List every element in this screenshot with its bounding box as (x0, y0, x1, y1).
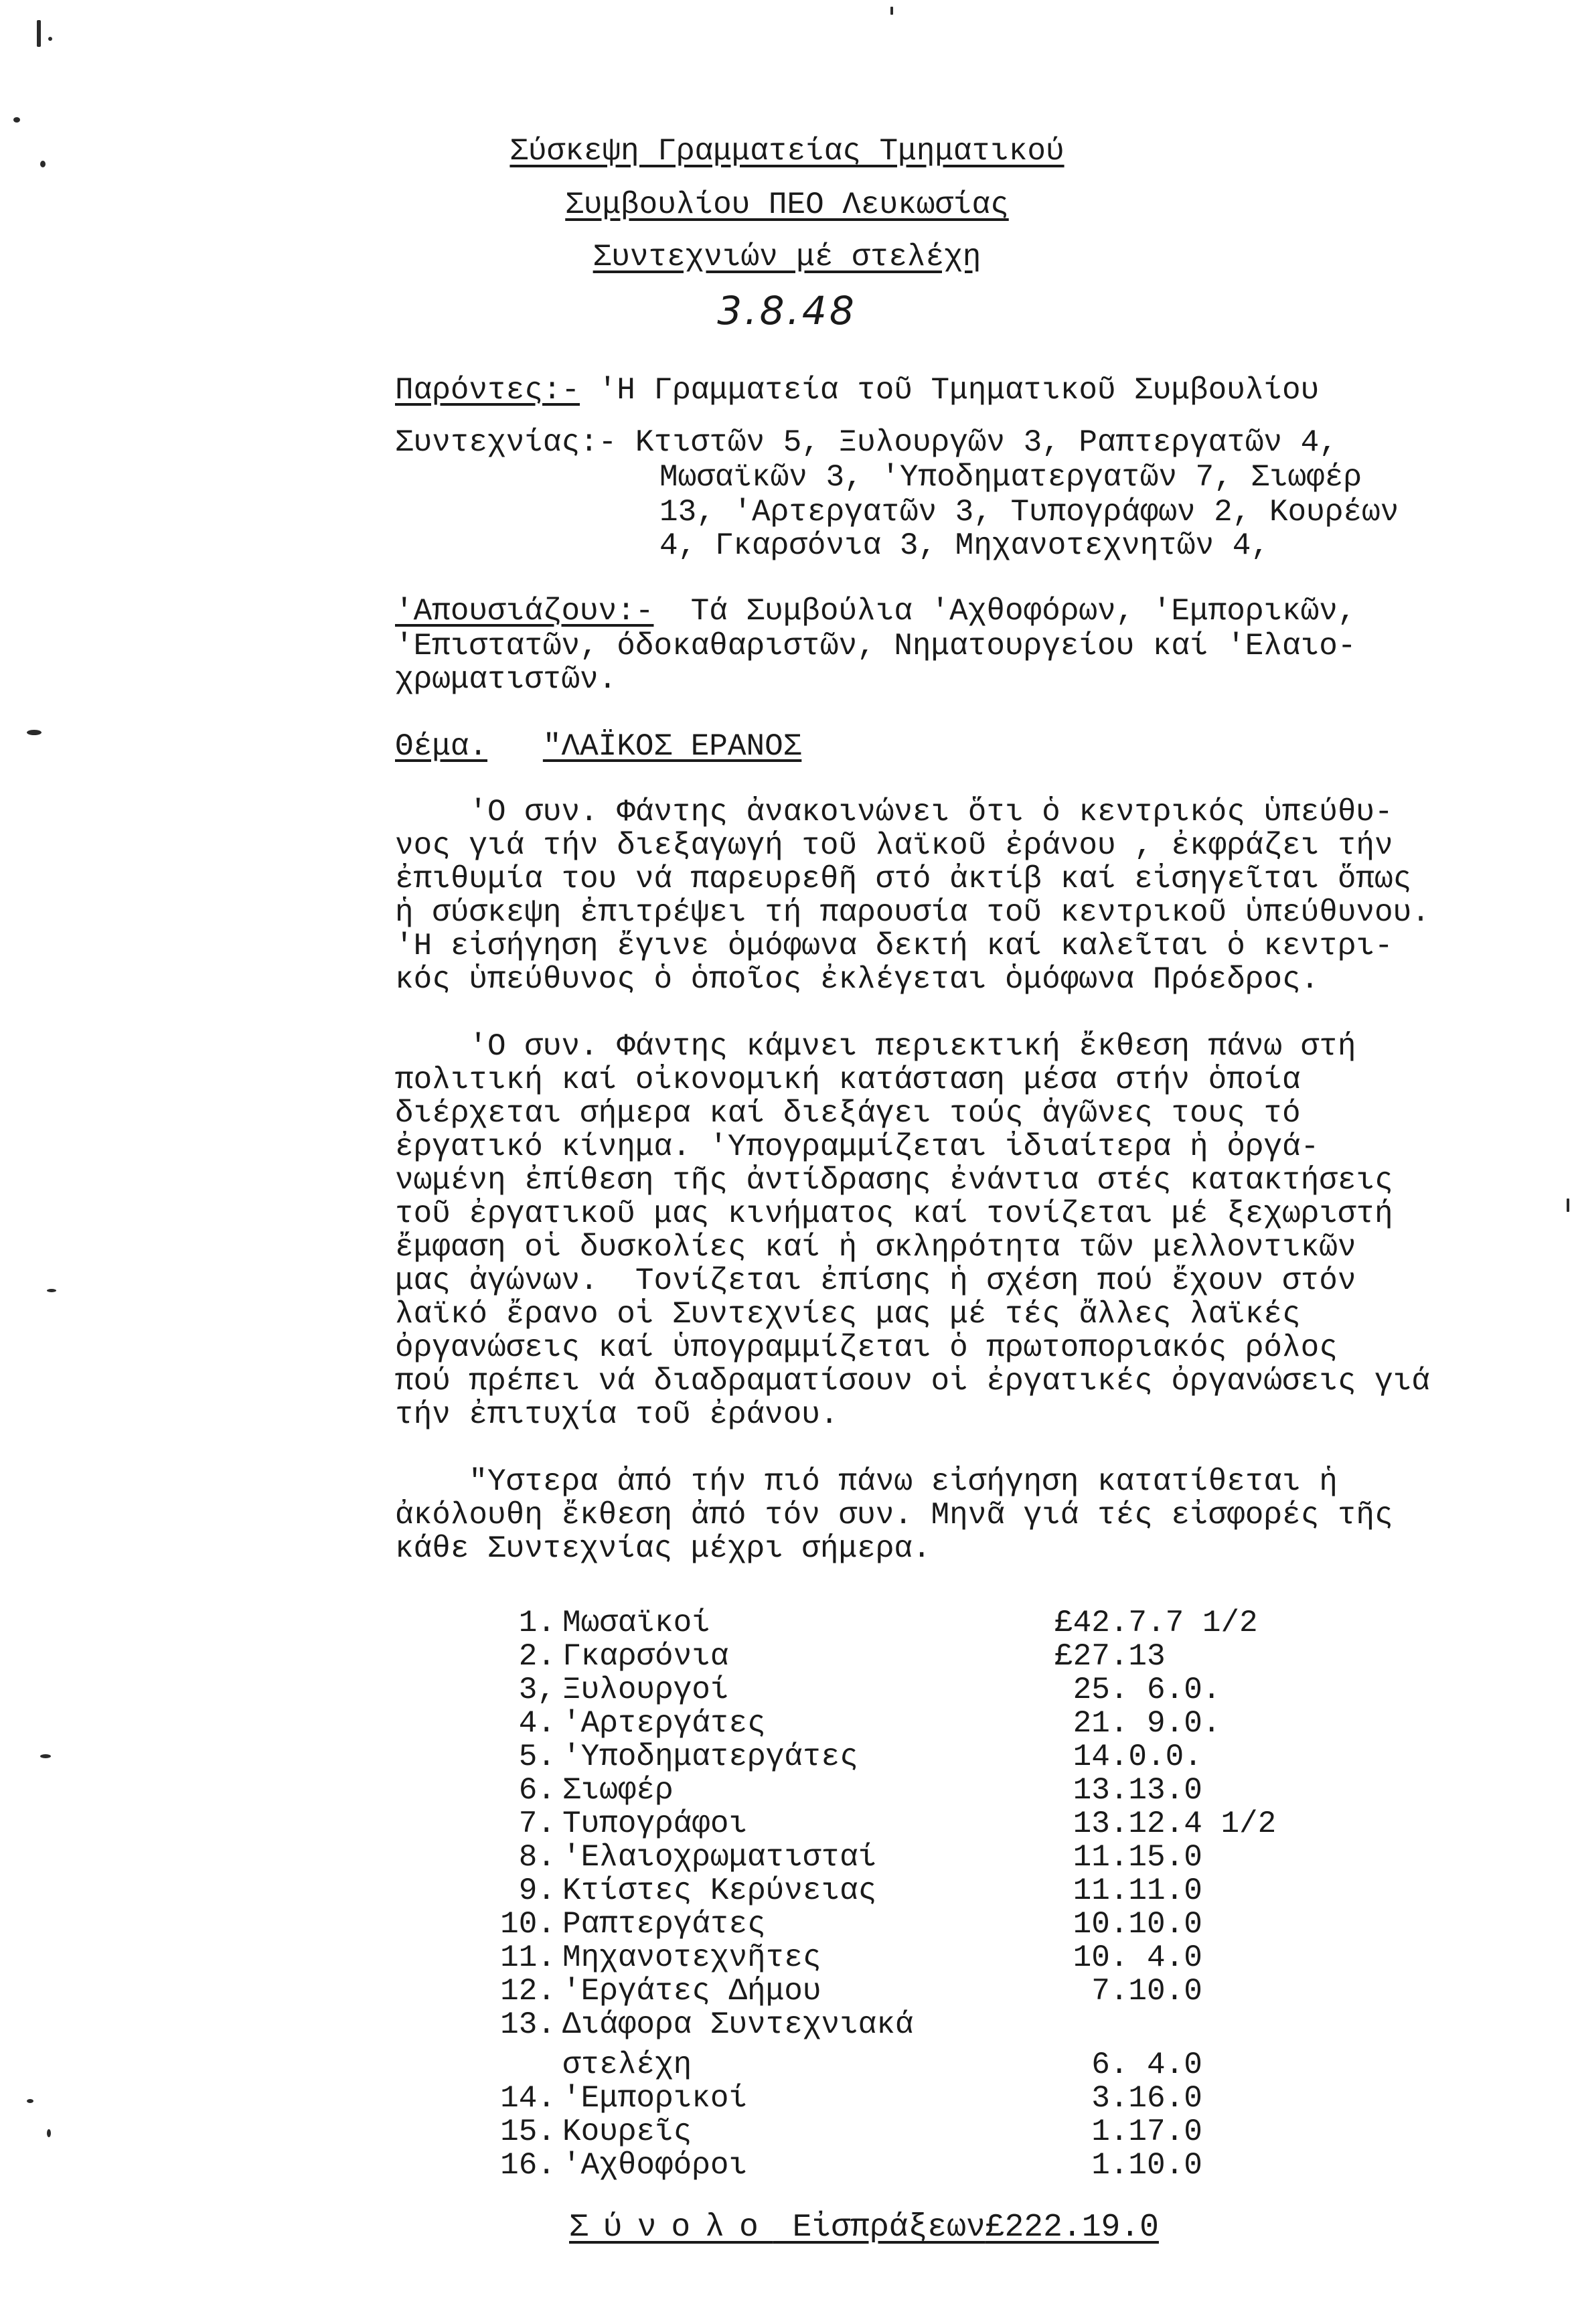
item-name: Ξυλουργοί (562, 1673, 729, 1707)
paragraph-1-line-3: ἐπιθυμία του νά παρευρεθῆ στό ἀκτίβ καί εἰσηγεῖται ὅπως (395, 862, 1412, 897)
unions-line-4: 4, Γκαρσόνια 3, Μηχανοτεχνητῶν 4, (659, 528, 1269, 563)
item-name: Σιωφέρ (562, 1773, 674, 1808)
item-amount: 13.13.0 (1054, 1773, 1202, 1808)
item-number: 3, (518, 1673, 556, 1707)
item-number: 4. (518, 1706, 556, 1741)
absent-line-3: χρωματιστῶν. (395, 662, 617, 697)
handwritten-date: 3.8.48 (717, 288, 857, 333)
unions-line-2: Μωσαϊκῶν 3, 'Υποδηματεργατῶν 7, Σιωφέρ (659, 460, 1362, 495)
item-amount: 3.16.0 (1054, 2081, 1202, 2116)
item-number: 5. (518, 1739, 556, 1774)
item-name: 'Υποδηματεργάτες (562, 1739, 858, 1774)
item-number: 6. (518, 1773, 556, 1808)
absent-line-1: Τά Συμβούλια 'Αχθοφόρων, 'Εμπορικῶν, (653, 594, 1356, 629)
paragraph-2-line-11: πού πρέπει νά διαδραματίσουν οἱ ἐργατικές ὀργανώσεις γιά (395, 1364, 1430, 1399)
item-name: Κουρεῖς (562, 2114, 692, 2149)
scan-mark (48, 37, 52, 41)
item-amount: 11.15.0 (1054, 1840, 1202, 1875)
title-line-2: Συμβουλίου ΠΕΟ Λευκωσίας (565, 187, 1009, 222)
item-name: Κτίστες Κερύνειας (562, 1873, 877, 1908)
paragraph-1-line-4: ἡ σύσκεψη ἐπιτρέψει τή παρουσία τοῦ κεντρικοῦ ὑπεύθυνου. (395, 895, 1430, 930)
paragraph-2-line-8: μας ἀγώνων. Τονίζεται ἐπίσης ἡ σχέση πού ἔχουν στόν (395, 1263, 1356, 1298)
paragraph-2-line-7: ἔμφαση οἱ δυσκολίες καί ἡ σκληρότητα τῶν μελλοντικῶν (395, 1230, 1356, 1265)
item-amount: 25. 6.0. (1054, 1673, 1221, 1707)
item-number: 15. (500, 2114, 556, 2149)
item-amount: 1.10.0 (1054, 2148, 1202, 2183)
item-amount: 10. 4.0 (1054, 1940, 1202, 1975)
item-name: 'Εργάτες Δήμου (562, 1974, 821, 2009)
scan-mark (1567, 1198, 1569, 1212)
scan-mark (27, 730, 42, 735)
item-number: 10. (500, 1907, 556, 1942)
item-number: 14. (500, 2081, 556, 2116)
scan-mark (890, 7, 893, 15)
item-amount: 6. 4.0 (1054, 2047, 1202, 2082)
subject-label: Θέμα. (395, 729, 488, 764)
unions-line-3: 13, 'Αρτεργατῶν 3, Τυπογράφων 2, Κουρέων (659, 495, 1399, 530)
paragraph-2-line-5: νωμένη ἐπίθεση τῆς ἀντίδρασης ἐνάντια στές κατακτήσεις (395, 1163, 1393, 1198)
item-amount: 10.10.0 (1054, 1907, 1202, 1942)
item-number: 16. (500, 2148, 556, 2183)
item-name: 'Εμπορικοί (562, 2081, 748, 2116)
item-amount: 13.12.4 1/2 (1054, 1806, 1277, 1841)
subject-title: "ΛΑΪΚΟΣ ΕΡΑΝΟΣ (542, 729, 802, 764)
item-number: 2. (518, 1639, 556, 1674)
unions-label: Συντεχνίας:- (395, 425, 617, 460)
absent-label: 'Απουσιάζουν:- (395, 594, 654, 629)
item-number: 12. (500, 1974, 556, 2009)
item-amount: 1.17.0 (1054, 2114, 1202, 2149)
paragraph-1-line-2: νος γιά τήν διεξαγωγή τοῦ λαϊκοῦ ἐράνου , ἐκφράζει τήν (395, 828, 1393, 863)
scan-mark (27, 2099, 33, 2103)
title-line-3: Συντεχνιών μέ στελέχη (593, 240, 981, 275)
scan-mark (47, 1289, 56, 1292)
item-amount: 11.11.0 (1054, 1873, 1202, 1908)
item-amount: 21. 9.0. (1054, 1706, 1221, 1741)
paragraph-2-line-10: ὀργανώσεις καί ὑπογραμμίζεται ὁ πρωτοποριακός ρόλος (395, 1330, 1338, 1365)
scan-mark (13, 117, 20, 123)
item-amount: £27.13 (1054, 1639, 1166, 1674)
item-name: Διάφορα Συντεχνιακά (562, 2007, 914, 2042)
item-name: Γκαρσόνια (562, 1639, 729, 1674)
total-label: Σύνολο (569, 2210, 773, 2246)
paragraph-2-line-1: 'Ο συν. Φάντης κάμνει περιεκτική ἔκθεση πάνω στή (395, 1029, 1356, 1064)
paragraph-2-line-12: τήν ἐπιτυχία τοῦ ἐράνου. (395, 1397, 839, 1432)
present-text: 'Η Γραμματεία τοῦ Τμηματικοῦ Συμβουλίου (580, 373, 1320, 408)
item-number: 11. (500, 1940, 556, 1975)
item-number: 1. (518, 1606, 556, 1640)
unions-row (395, 427, 1338, 458)
item-name: 'Αρτεργάτες (562, 1706, 766, 1741)
item-amount: 7.10.0 (1054, 1974, 1202, 2009)
item-name: Τυπογράφοι (562, 1806, 748, 1841)
paragraph-2-line-9: λαϊκό ἔρανο οἱ Συντεχνίες μας μέ τές ἄλλες λαϊκές (395, 1297, 1301, 1332)
scan-mark (40, 1754, 51, 1758)
item-name: Ραπτεργάτες (562, 1907, 766, 1942)
item-name: 'Αχθοφόροι (562, 2148, 748, 2183)
title-line-1: Σύσκεψη Γραμματείας Τμηματικού (509, 134, 1065, 169)
absent-row (395, 596, 1356, 627)
item-name: Μηχανοτεχνῆτες (562, 1940, 821, 1975)
present-label: Παρόντες:- (395, 373, 580, 408)
item-name: 'Ελαιοχρωματισταί (562, 1840, 877, 1875)
item-amount: 14.0.0. (1054, 1739, 1202, 1774)
item-name-continued: στελέχη (562, 2047, 692, 2082)
paragraph-2-line-6: τοῦ ἐργατικοῦ μας κινήματος καί τονίζεται μέ ξεχωριστή (395, 1196, 1393, 1231)
scan-mark (40, 161, 46, 167)
item-number: 8. (518, 1840, 556, 1875)
absent-line-2: 'Επιστατῶν, όδοκαθαριστῶν, Νηματουργείου καί 'Ελαιο- (395, 629, 1356, 664)
paragraph-2-line-2: πολιτική καί οἰκονομική κατάσταση μέσα στήν ὁποία (395, 1063, 1301, 1097)
paragraph-3-line-3: κάθε Συντεχνίας μέχρι σήμερα. (395, 1531, 931, 1566)
item-number: 9. (518, 1873, 556, 1908)
paragraph-3-line-2: ἀκόλουθη ἔκθεση ἀπό τόν συν. Μηνᾶ γιά τές εἰσφορές τῆς (395, 1498, 1393, 1533)
present-row (395, 375, 1319, 406)
paragraph-3-line-1: "Υστερα ἀπό τήν πιό πάνω εἰσήγηση κατατίθεται ἡ (395, 1464, 1338, 1499)
total-row (569, 2210, 1159, 2246)
paragraph-1-line-6: κός ὑπεύθυνος ὁ ὁποῖος ἐκλέγεται ὁμόφωνα Πρόεδρος. (395, 962, 1320, 997)
total-amount: £222.19.0 (985, 2210, 1159, 2246)
item-number: 13. (500, 2007, 556, 2042)
paragraph-1-line-5: 'Η εἰσήγηση ἔγινε ὁμόφωνα δεκτή καί καλεῖται ὁ κεντρι- (395, 929, 1393, 963)
item-number: 7. (518, 1806, 556, 1841)
scan-mark (37, 20, 41, 47)
paragraph-2-line-4: ἐργατικό κίνημα. 'Υπογραμμίζεται ἰδιαίτερα ἡ ὀργά- (395, 1130, 1320, 1164)
paragraph-2-line-3: διέρχεται σήμερα καί διεξάγει τούς ἀγῶνες τους τό (395, 1096, 1301, 1131)
item-name: Μωσαϊκοί (562, 1606, 710, 1640)
unions-line-1: Κτιστῶν 5, Ξυλουργῶν 3, Ραπτεργατῶν 4, (617, 425, 1338, 460)
scan-mark (47, 2129, 51, 2137)
paragraph-1-line-1: 'Ο συν. Φάντης ἀνακοινώνει ὅτι ὁ κεντρικός ὑπεύθυ- (395, 795, 1393, 830)
total-label-2: Εἰσπράξεων (773, 2210, 986, 2246)
item-amount: £42.7.7 1/2 (1054, 1606, 1258, 1640)
subject-row (395, 731, 801, 762)
